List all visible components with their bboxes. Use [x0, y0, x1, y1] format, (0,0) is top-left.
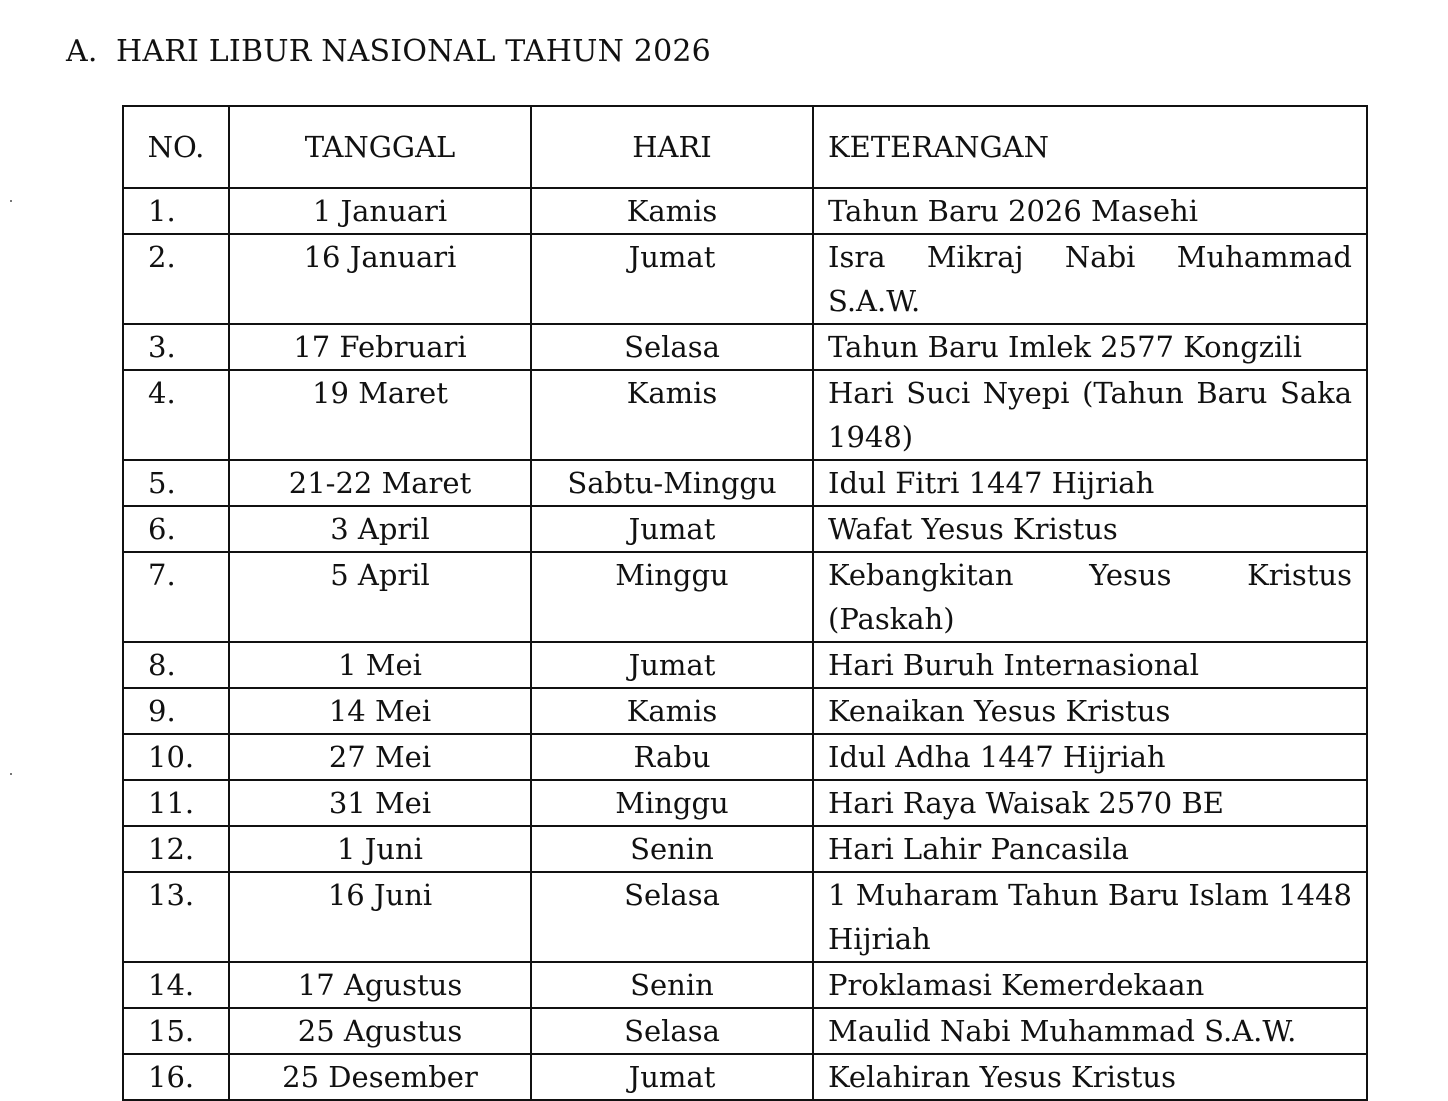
row-no: 12. [123, 826, 229, 872]
row-keterangan: Proklamasi Kemerdekaan [813, 962, 1367, 1008]
row-tanggal: 16 Januari [229, 234, 531, 324]
row-keterangan: Tahun Baru Imlek 2577 Kongzili [813, 324, 1367, 370]
row-keterangan: Kelahiran Yesus Kristus [813, 1054, 1367, 1100]
scan-speck [10, 200, 12, 202]
table-row [123, 460, 1367, 506]
table-row [123, 234, 1367, 324]
section-heading [66, 34, 711, 69]
row-hari: Rabu [531, 734, 813, 780]
header-keterangan: KETERANGAN [813, 106, 1367, 188]
table-row [123, 826, 1367, 872]
table-row [123, 872, 1367, 962]
row-hari: Kamis [531, 188, 813, 234]
row-keterangan: 1 Muharam Tahun Baru Islam 1448 Hijriah [813, 872, 1367, 962]
row-no: 3. [123, 324, 229, 370]
holiday-table [122, 105, 1368, 1101]
row-tanggal: 25 Agustus [229, 1008, 531, 1054]
row-hari: Senin [531, 962, 813, 1008]
table-row [123, 506, 1367, 552]
table-row [123, 688, 1367, 734]
row-tanggal: 16 Juni [229, 872, 531, 962]
header-tanggal: TANGGAL [229, 106, 531, 188]
row-no: 8. [123, 642, 229, 688]
row-tanggal: 14 Mei [229, 688, 531, 734]
row-no: 16. [123, 1054, 229, 1100]
header-no: NO. [123, 106, 229, 188]
row-no: 15. [123, 1008, 229, 1054]
row-keterangan: Idul Adha 1447 Hijriah [813, 734, 1367, 780]
table-row [123, 1054, 1367, 1100]
row-tanggal: 5 April [229, 552, 531, 642]
row-tanggal: 1 Juni [229, 826, 531, 872]
scan-speck [10, 773, 12, 775]
row-tanggal: 17 Februari [229, 324, 531, 370]
row-hari: Senin [531, 826, 813, 872]
row-no: 13. [123, 872, 229, 962]
row-hari: Selasa [531, 872, 813, 962]
row-tanggal: 17 Agustus [229, 962, 531, 1008]
row-hari: Kamis [531, 688, 813, 734]
row-keterangan: Hari Buruh Internasional [813, 642, 1367, 688]
row-no: 2. [123, 234, 229, 324]
section-title: HARI LIBUR NASIONAL TAHUN 2026 [116, 34, 711, 69]
table-row [123, 780, 1367, 826]
row-no: 11. [123, 780, 229, 826]
row-tanggal: 25 Desember [229, 1054, 531, 1100]
table-row [123, 188, 1367, 234]
row-no: 6. [123, 506, 229, 552]
table-row [123, 962, 1367, 1008]
row-no: 10. [123, 734, 229, 780]
row-tanggal: 1 Mei [229, 642, 531, 688]
header-hari: HARI [531, 106, 813, 188]
row-keterangan: Idul Fitri 1447 Hijriah [813, 460, 1367, 506]
row-hari: Kamis [531, 370, 813, 460]
row-keterangan: Hari Lahir Pancasila [813, 826, 1367, 872]
row-no: 14. [123, 962, 229, 1008]
row-hari: Selasa [531, 324, 813, 370]
table-header-row [123, 106, 1367, 188]
row-keterangan: Hari Raya Waisak 2570 BE [813, 780, 1367, 826]
row-hari: Jumat [531, 506, 813, 552]
row-keterangan: Tahun Baru 2026 Masehi [813, 188, 1367, 234]
row-tanggal: 21-22 Maret [229, 460, 531, 506]
row-keterangan: Kebangkitan Yesus Kristus (Paskah) [813, 552, 1367, 642]
row-hari: Jumat [531, 642, 813, 688]
row-tanggal: 31 Mei [229, 780, 531, 826]
row-keterangan: Wafat Yesus Kristus [813, 506, 1367, 552]
row-hari: Minggu [531, 780, 813, 826]
table-row [123, 1008, 1367, 1054]
row-hari: Jumat [531, 234, 813, 324]
table-row [123, 642, 1367, 688]
table-row [123, 324, 1367, 370]
row-no: 4. [123, 370, 229, 460]
row-tanggal: 27 Mei [229, 734, 531, 780]
row-keterangan: Maulid Nabi Muhammad S.A.W. [813, 1008, 1367, 1054]
row-tanggal: 19 Maret [229, 370, 531, 460]
row-tanggal: 3 April [229, 506, 531, 552]
row-hari: Minggu [531, 552, 813, 642]
row-no: 1. [123, 188, 229, 234]
table-row [123, 552, 1367, 642]
row-no: 7. [123, 552, 229, 642]
table-row [123, 370, 1367, 460]
row-hari: Sabtu-Minggu [531, 460, 813, 506]
row-hari: Jumat [531, 1054, 813, 1100]
row-hari: Selasa [531, 1008, 813, 1054]
row-tanggal: 1 Januari [229, 188, 531, 234]
row-keterangan: Isra Mikraj Nabi Muhammad S.A.W. [813, 234, 1367, 324]
table-row [123, 734, 1367, 780]
section-letter: A. [66, 34, 98, 69]
row-no: 9. [123, 688, 229, 734]
row-keterangan: Kenaikan Yesus Kristus [813, 688, 1367, 734]
row-keterangan: Hari Suci Nyepi (Tahun Baru Saka 1948) [813, 370, 1367, 460]
row-no: 5. [123, 460, 229, 506]
